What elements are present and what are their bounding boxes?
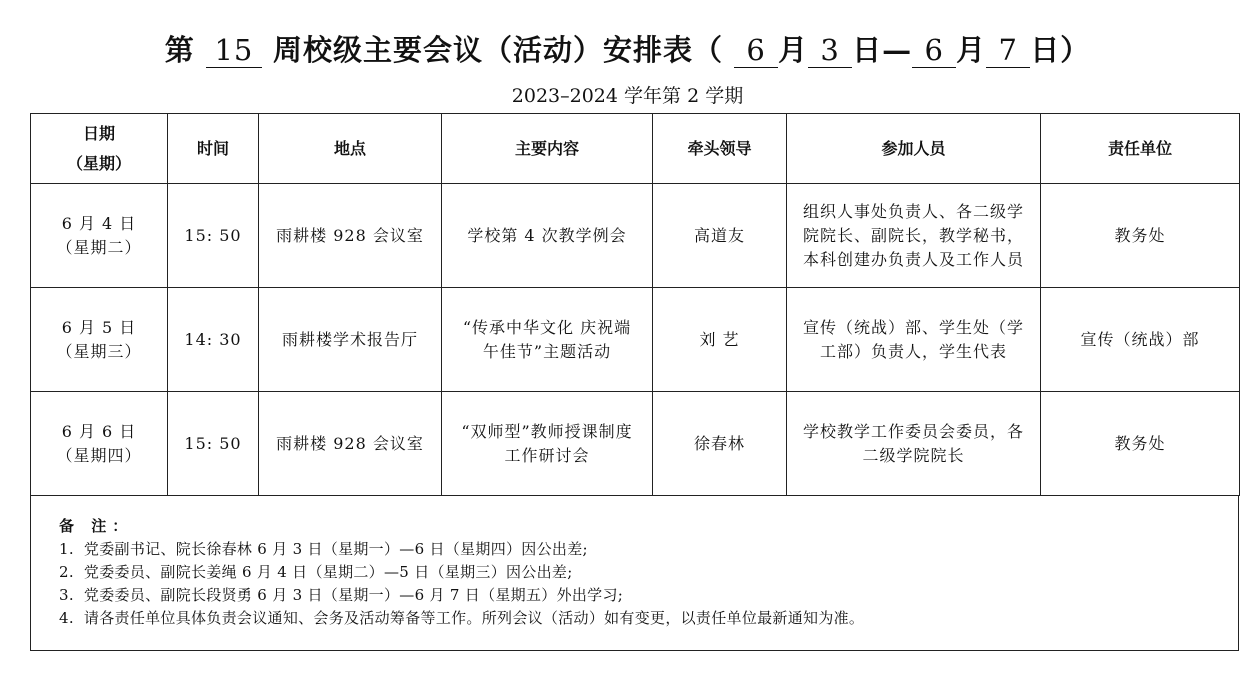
header-content: 主要内容 [442,114,653,184]
header-date: 日期 （星期） [31,114,168,184]
note-item: 2. 党委委员、副院长姜绳 6 月 4 日（星期二）—5 日（星期三）因公出差; [59,563,573,581]
cell-time: 15: 50 [168,392,259,496]
table-row [31,392,1240,496]
header-leader: 牵头领导 [653,114,787,184]
cell-content: “传承中华文化 庆祝端 午佳节”主题活动 [442,288,653,392]
cell-unit: 教务处 [1041,184,1240,288]
title-suffix: 日） [1030,33,1091,67]
cell-leader: 高道友 [653,184,787,288]
notes-section [30,495,1239,651]
table-row [31,184,1240,288]
table-header-row [31,114,1240,184]
title-week-number: 15 [206,33,262,68]
title-main: 周校级主要会议（活动）安排表（ [273,33,724,67]
title-start-day: 3 [808,33,852,68]
cell-content: “双师型”教师授课制度 工作研讨会 [442,392,653,496]
header-unit: 责任单位 [1041,114,1240,184]
cell-participants: 学校教学工作委员会委员，各 二级学院院长 [787,392,1041,496]
schedule-table [30,113,1240,496]
header-location: 地点 [259,114,442,184]
cell-time: 15: 50 [168,184,259,288]
table-row [31,288,1240,392]
notes-list [59,538,1238,630]
cell-date: 6 月 4 日 （星期二） [31,184,168,288]
cell-leader: 徐春林 [653,392,787,496]
title-prefix: 第 [164,33,195,67]
cell-time: 14: 30 [168,288,259,392]
cell-location: 雨耕楼 928 会议室 [259,184,442,288]
title-start-month: 6 [734,33,778,68]
cell-location: 雨耕楼学术报告厅 [259,288,442,392]
page-title [0,30,1255,70]
cell-unit: 宣传（统战）部 [1041,288,1240,392]
title-end-day: 7 [986,33,1030,68]
header-time: 时间 [168,114,259,184]
notes-title: 备 注： [59,517,134,535]
cell-unit: 教务处 [1041,392,1240,496]
title-day-dash: 日— [852,33,913,67]
cell-date: 6 月 5 日 （星期三） [31,288,168,392]
header-participants: 参加人员 [787,114,1041,184]
title-month-char: 月 [956,33,987,67]
cell-participants: 组织人事处负责人、各二级学 院院长、副院长，教学秘书， 本科创建办负责人及工作人员 [787,184,1041,288]
cell-participants: 宣传（统战）部、学生处（学 工部）负责人，学生代表 [787,288,1041,392]
cell-location: 雨耕楼 928 会议室 [259,392,442,496]
semester-subtitle: 2023–2024 学年第 2 学期 [511,85,744,107]
cell-date: 6 月 6 日 （星期四） [31,392,168,496]
note-item: 3. 党委委员、副院长段贤勇 6 月 3 日（星期一）—6 月 7 日（星期五）外出学习; [59,586,624,604]
title-month-char: 月 [778,33,809,67]
cell-content: 学校第 4 次教学例会 [442,184,653,288]
title-end-month: 6 [912,33,956,68]
note-item: 4. 请各责任单位具体负责会议通知、会务及活动筹备等工作。所列会议（活动）如有变更，以责任单位最新通知为准。 [59,609,865,627]
note-item: 1. 党委副书记、院长徐春林 6 月 3 日（星期一）—6 日（星期四）因公出差; [59,540,588,558]
cell-leader: 刘 艺 [653,288,787,392]
